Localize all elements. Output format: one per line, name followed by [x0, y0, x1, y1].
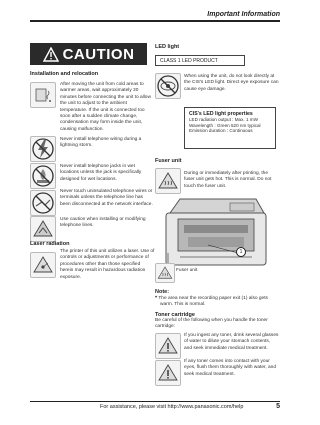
ingest-warning-icon: [155, 333, 181, 359]
laser-title: Laser radiation: [30, 241, 70, 247]
note-title: Note:: [155, 289, 170, 295]
page-header-title: Important Information: [207, 11, 280, 18]
led-title: LED light: [155, 44, 180, 50]
warning-triangle-icon: [43, 47, 59, 62]
toner-title: Toner cartridge: [155, 312, 195, 318]
fuser-title: Fuser unit: [155, 158, 182, 164]
no-stare-led-icon: [155, 73, 181, 99]
note-text: • The area near the recording paper exit (1) also gets warm. This is normal.: [155, 295, 268, 308]
installation-item-3-text: Never install telephone jacks in wet locations unless the jack is specifically designed for wet locations.: [60, 164, 142, 182]
led-properties-line: LED radiation output : Max. 1 mW: [189, 117, 258, 122]
led-properties-line: Wavelength : Green 520 nm typical: [189, 122, 261, 128]
caution-banner: [30, 43, 147, 65]
fuser-caption: Fuser unit: [176, 268, 198, 273]
caution-label: CAUTION: [62, 45, 135, 63]
fuser-text: During or immediately after printing, the fuser unit gets hot. This is normal. Do not touch the fuser unit.: [184, 171, 272, 189]
toner-intro: Be careful of the following when you handle the toner cartridge:: [155, 318, 268, 330]
caution-wiring-icon: [30, 216, 56, 242]
led-properties-box: [184, 107, 276, 149]
laser-text: The printer of this unit utilizes a laser. Use of controls or adjustments or performance of procedures other than those specified herein may result in hazardous radiation exposure.: [60, 249, 155, 280]
led-product-label: CLASS 1 LED PRODUCT: [155, 55, 245, 66]
installation-item-5-text: Use caution when installing or modifying telephone lines.: [60, 217, 146, 229]
installation-item-2-text: Never install telephone wiring during a lightning storm.: [60, 137, 142, 149]
temperature-condensation-icon: [30, 82, 56, 108]
no-touch-wires-icon: [30, 190, 56, 216]
header-rule: [30, 20, 280, 22]
installation-title: Installation and relocation: [30, 71, 99, 77]
toner-item-2-text: If any toner comes into contact with your eyes, flush them thoroughly with water, and seek medical treatment.: [184, 359, 276, 377]
fuser-callout-number: 1: [236, 247, 246, 257]
note-bullet: •: [155, 295, 158, 301]
installation-item-4-text: Never touch uninsulated telephone wires or terminals unless the telephone line has been disconnected at the network interface.: [60, 189, 153, 207]
footer-help-text: For assistance, please visit http://www.panasonic.com/help: [100, 404, 244, 410]
hot-surface-icon: [155, 168, 181, 194]
eye-contact-warning-icon: [155, 360, 181, 386]
led-properties-line: Emission duration : Continuous: [189, 128, 253, 134]
laser-warning-icon: [30, 252, 56, 278]
toner-item-1-text: If you ingest any toner, drink several glasses of water to dilute your stomach contents, and seek immediate medical treatment.: [184, 333, 279, 351]
footer-rule: [30, 401, 280, 402]
hot-surface-icon: [155, 263, 175, 283]
page-number: 5: [276, 403, 280, 410]
fax-fuser-illustration: [160, 193, 272, 271]
no-wet-location-icon: [30, 163, 56, 189]
no-lightning-icon: [30, 136, 56, 162]
led-text: When using the unit, do not look directly at the CIS's LED light. Direct eye exposure can cause eye damage.: [184, 74, 279, 92]
led-properties-title: CIS's LED light properties: [189, 111, 253, 117]
installation-item-1-text: After moving the unit from cold areas to warmer areas, wait approximately 30 minutes before connecting the unit to allow the unit to adjust to the ambient temperature. If the unit is connected too soon after a sudden climate change, condensation may form inside the unit, causing malfunction.: [60, 82, 151, 132]
